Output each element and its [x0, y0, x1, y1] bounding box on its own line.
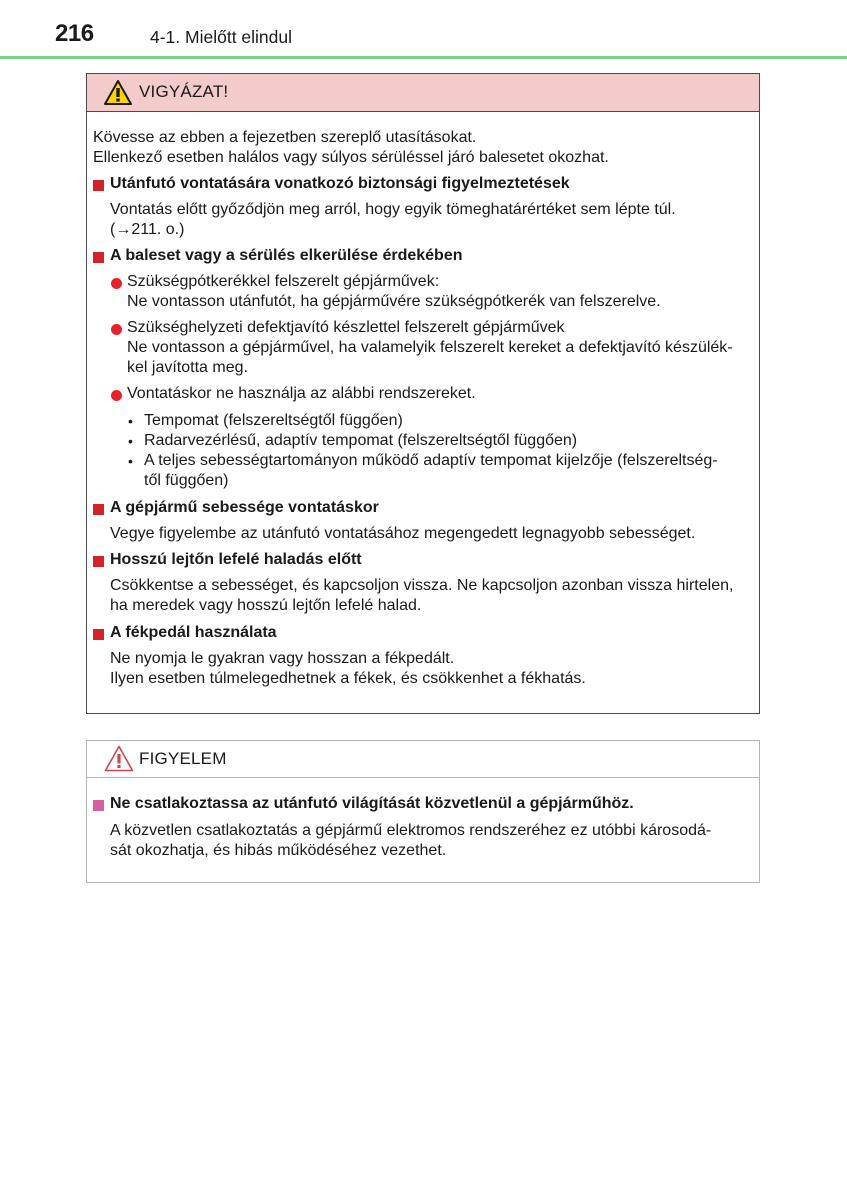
page-number: 216 — [55, 20, 94, 47]
header-divider — [0, 56, 847, 59]
body-line: től függően) — [144, 472, 229, 489]
body-line: ha meredek vagy hosszú lejtőn lefelé halad. — [110, 597, 422, 614]
item-bullet-dot — [111, 324, 122, 335]
section-body — [110, 576, 733, 616]
section-heading: A gépjármű sebessége vontatáskor — [110, 499, 379, 516]
warning-intro — [93, 128, 609, 168]
section-heading: A fékpedál használata — [110, 624, 277, 641]
warning-title: VIGYÁZAT! — [139, 82, 229, 101]
body-line: A teljes sebességtartományon működő adaptív tempomat kijelzője (felszereltség- — [144, 452, 718, 469]
list-item — [127, 384, 476, 404]
sub-item — [144, 431, 577, 451]
sub-bullet: • — [128, 413, 133, 429]
section-heading: A baleset vagy a sérülés elkerülése érdekében — [110, 247, 463, 264]
sub-item — [144, 411, 403, 431]
warning-header — [87, 74, 759, 112]
body-line: Szükséghelyzeti defektjavító készlettel felszerelt gépjárművek — [127, 319, 565, 336]
caution-box — [86, 740, 760, 883]
caution-triangle-icon — [104, 745, 134, 772]
body-line: A közvetlen csatlakoztatás a gépjármű elektromos rendszeréhez ez utóbbi károsodá- — [110, 822, 712, 839]
section-body — [110, 524, 695, 544]
section-marker — [93, 180, 104, 191]
body-line: Radarvezérlésű, adaptív tempomat (felszereltségtől függően) — [144, 432, 578, 449]
body-line: Vontatáskor ne használja az alábbi rendszereket. — [127, 385, 476, 402]
caution-title: FIGYELEM — [139, 749, 227, 768]
warning-triangle-icon — [104, 80, 132, 105]
section-body — [110, 200, 676, 240]
item-bullet-dot — [111, 278, 122, 289]
caution-header — [87, 741, 759, 778]
body-line: Vegye figyelembe az utánfutó vontatásához megengedett legnagyobb sebességet. — [110, 525, 696, 542]
section-marker — [93, 629, 104, 640]
page-header — [0, 0, 847, 60]
body-line: Csökkentse a sebességet, és kapcsoljon vissza. Ne kapcsoljon azonban vissza hirtelen, — [110, 577, 734, 594]
body-line: Ne nyomja le gyakran vagy hosszan a fékpedált. — [110, 650, 455, 667]
list-item — [127, 318, 733, 378]
section-title: 4-1. Mielőtt elindul — [150, 27, 293, 47]
intro-line: Ellenkező esetben halálos vagy súlyos sérüléssel járó balesetet okozhat. — [93, 149, 609, 166]
section-heading: Hosszú lejtőn lefelé haladás előtt — [110, 551, 362, 568]
body-line: Ilyen esetben túlmelegedhetnek a fékek, és csökkenhet a fékhatás. — [110, 670, 586, 687]
body-line: Vontatás előtt győződjön meg arról, hogy egyik tömeghatárértéket sem lépte túl. — [110, 201, 676, 218]
sub-bullet: • — [128, 453, 133, 469]
body-line: Ne vontasson utánfutót, ha gépjárművére szükségpótkerék van felszerelve. — [127, 293, 661, 310]
body-line: Tempomat (felszereltségtől függően) — [144, 412, 403, 429]
section-marker — [93, 504, 104, 515]
sub-bullet: • — [128, 433, 133, 449]
body-line: Ne vontasson a gépjárművel, ha valamelyik felszerelt kereket a defektjavító készülék- — [127, 339, 733, 356]
body-line: sát okozhatja, és hibás működéséhez vezethet. — [110, 842, 447, 859]
section-heading: Utánfutó vontatására vonatkozó biztonsági figyelmeztetések — [110, 175, 570, 192]
caution-heading: Ne csatlakoztassa az utánfutó világítását közvetlenül a gépjárműhöz. — [110, 795, 634, 812]
section-body — [110, 649, 586, 689]
list-item — [127, 272, 661, 312]
caution-body — [110, 821, 711, 861]
intro-line: Kövesse az ebben a fejezetben szereplő utasításokat. — [93, 129, 477, 146]
section-marker — [93, 252, 104, 263]
warning-box — [86, 73, 760, 714]
item-bullet-dot — [111, 390, 122, 401]
body-line: Szükségpótkerékkel felszerelt gépjárművek: — [127, 273, 440, 290]
sub-item — [144, 451, 718, 491]
section-marker — [93, 556, 104, 567]
body-line: (→211. o.) — [110, 221, 185, 238]
body-line: kel javította meg. — [127, 359, 248, 376]
section-marker — [93, 800, 104, 811]
